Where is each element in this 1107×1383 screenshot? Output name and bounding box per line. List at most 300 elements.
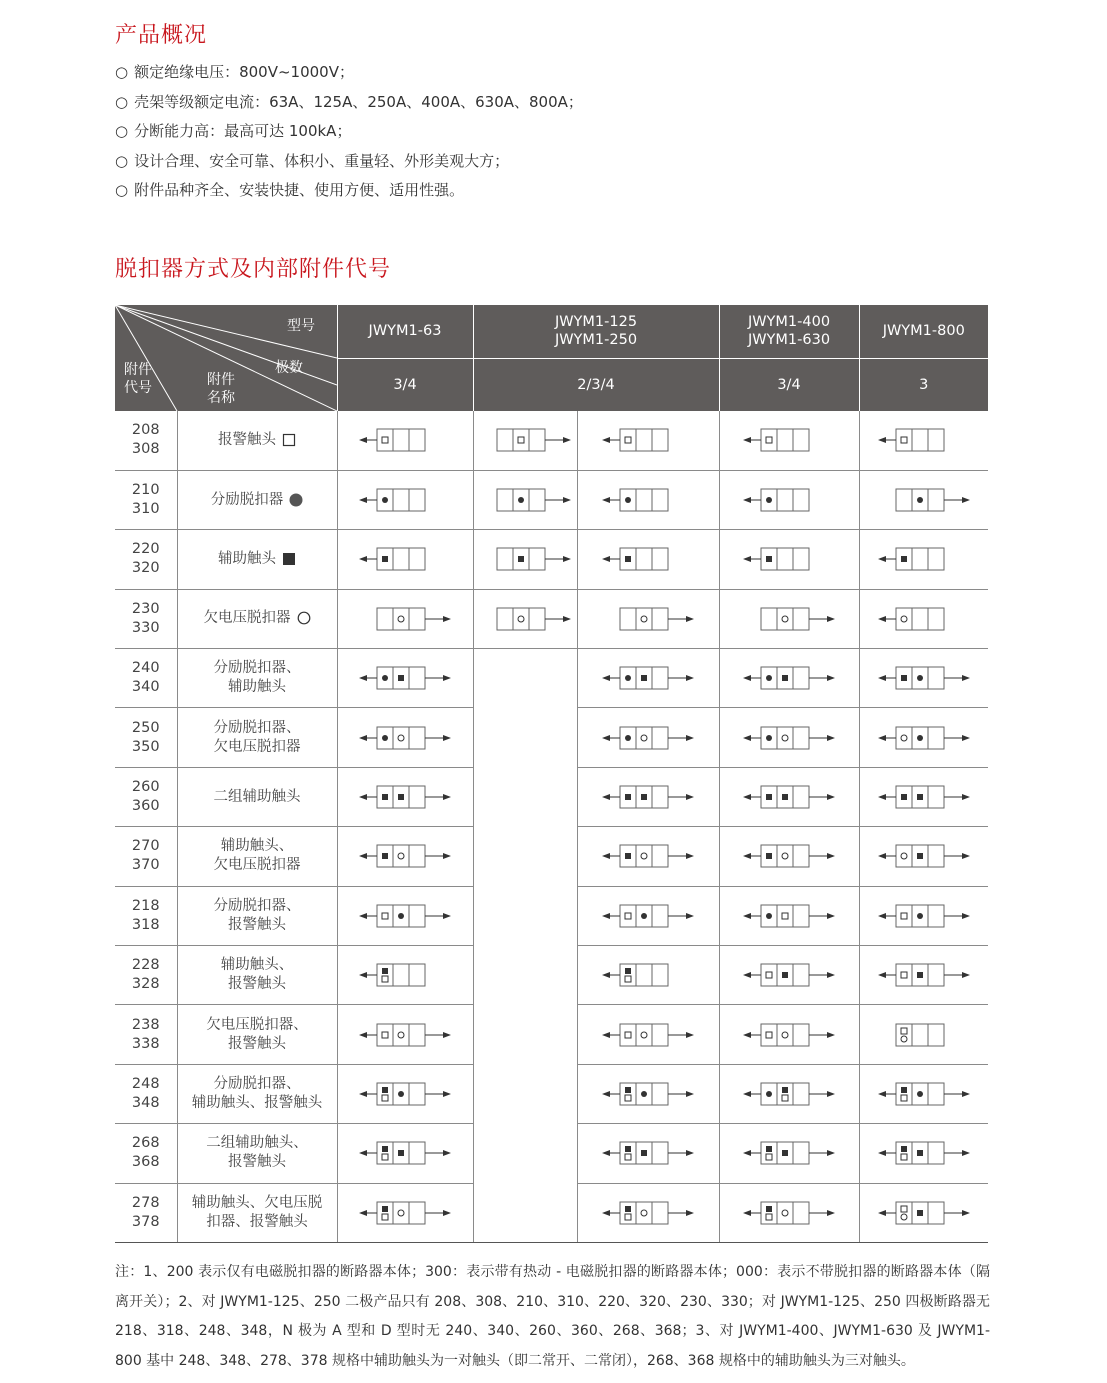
aux-contact-mark [382, 1206, 388, 1212]
pole-box [409, 964, 425, 986]
accessory-name: 欠电压脱扣器 [177, 589, 337, 648]
diagram-cell [577, 589, 719, 648]
corner-model-label: 型号 [287, 318, 315, 334]
arrow-left-icon [602, 853, 610, 859]
accessory-code: 250 350 [115, 708, 177, 767]
diagram-cell [859, 411, 988, 470]
arrow-left-icon [743, 794, 751, 800]
diagram-cell [719, 1064, 859, 1123]
accessory-diagram [741, 546, 837, 572]
alarm-contact-mark [518, 437, 524, 443]
accessory-name: 分励脱扣器、 辅助触头、报警触头 [177, 1064, 337, 1123]
undervoltage-release-mark [398, 616, 404, 622]
accessory-name: 分励脱扣器 [177, 470, 337, 529]
pole-box [928, 1142, 944, 1164]
arrow-right-icon [686, 1150, 694, 1156]
arrow-right-icon [443, 1150, 451, 1156]
arrow-right-icon [827, 1150, 835, 1156]
accessory-code-table [115, 305, 988, 1243]
pole-box [793, 1202, 809, 1224]
pole-box [393, 548, 409, 570]
pole-box [652, 1024, 668, 1046]
arrow-right-icon [686, 1091, 694, 1097]
arrow-right-icon [962, 735, 970, 741]
accessory-diagram [600, 725, 696, 751]
diagram-cell [859, 1124, 988, 1183]
undervoltage-release-mark [398, 1210, 404, 1216]
diagram-cell [859, 767, 988, 826]
undervoltage-release-mark [398, 1032, 404, 1038]
shunt-release-mark [917, 735, 923, 741]
alarm-contact-mark [625, 1032, 631, 1038]
pole-box [409, 429, 425, 451]
accessory-diagram [357, 903, 453, 929]
shunt-release-mark [917, 675, 923, 681]
diagram-cell [337, 1005, 473, 1064]
undervoltage-release-mark [641, 853, 647, 859]
pole-box [896, 1142, 912, 1164]
accessory-diagram [357, 1140, 453, 1166]
pole-box [393, 964, 409, 986]
diagram-cell [859, 1064, 988, 1123]
pole-box [409, 786, 425, 808]
arrow-left-icon [359, 1210, 367, 1216]
feature-item: ○ 附件品种齐全、安装快捷、使用方便、适用性强。 [115, 178, 583, 208]
accessory-diagram [876, 427, 972, 453]
aux-contact-mark [398, 675, 404, 681]
diagram-cell [719, 946, 859, 1005]
pole-box [409, 1024, 425, 1046]
arrow-left-icon [878, 794, 886, 800]
pole-box [409, 905, 425, 927]
pole-box [896, 1202, 912, 1224]
arrow-left-icon [359, 735, 367, 741]
diagram-cell [859, 649, 988, 708]
arrow-right-icon [962, 913, 970, 919]
diagram-cell [859, 589, 988, 648]
aux-contact-mark [382, 968, 388, 974]
pole-box [928, 1202, 944, 1224]
accessory-code: 248 348 [115, 1064, 177, 1123]
pole-box [793, 489, 809, 511]
aux-contact-mark [625, 853, 631, 859]
arrow-right-icon [827, 1091, 835, 1097]
shunt-release-mark [766, 913, 772, 919]
aux-contact-mark [625, 1206, 631, 1212]
arrow-right-icon [827, 972, 835, 978]
accessory-diagram [600, 546, 696, 572]
aux-contact-mark [917, 853, 923, 859]
diagram-cell [719, 767, 859, 826]
shunt-release-mark [382, 497, 388, 503]
aux-contact-mark [917, 972, 923, 978]
shunt-release-mark [625, 497, 631, 503]
accessory-code: 210 310 [115, 470, 177, 529]
arrow-right-icon [686, 616, 694, 622]
aux-contact-mark [917, 1150, 923, 1156]
alarm-contact-mark [901, 972, 907, 978]
diagram-cell [577, 1183, 719, 1242]
diagram-cell [577, 708, 719, 767]
pole-box [652, 786, 668, 808]
arrow-right-icon [962, 972, 970, 978]
aux-contact-mark [382, 556, 388, 562]
pole-box [652, 727, 668, 749]
aux-contact-mark [625, 556, 631, 562]
undervoltage-release-mark [641, 616, 647, 622]
table-row [115, 827, 988, 886]
table-row [115, 1064, 988, 1123]
pole-box [761, 608, 777, 630]
diagram-cell [577, 411, 719, 470]
diagram-cell [577, 470, 719, 529]
arrow-left-icon [743, 675, 751, 681]
arrow-right-icon [827, 735, 835, 741]
accessory-diagram [876, 546, 972, 572]
pole-box [793, 548, 809, 570]
accessory-diagram [741, 1022, 837, 1048]
alarm-contact-mark [625, 1214, 631, 1220]
pole-box [793, 667, 809, 689]
accessory-name: 欠电压脱扣器、 报警触头 [177, 1005, 337, 1064]
arrow-left-icon [359, 913, 367, 919]
diagram-cell [337, 411, 473, 470]
pole-box [912, 1024, 928, 1046]
undervoltage-release-mark [782, 735, 788, 741]
arrow-right-icon [686, 1032, 694, 1038]
accessory-name: 辅助触头 [177, 530, 337, 589]
aux-contact-mark [518, 556, 524, 562]
diagram-cell [337, 530, 473, 589]
arrow-left-icon [359, 675, 367, 681]
arrow-right-icon [563, 497, 571, 503]
table-row [115, 530, 988, 589]
pole-box [620, 964, 636, 986]
alarm-contact-mark [782, 1095, 788, 1101]
arrow-right-icon [443, 1210, 451, 1216]
alarm-contact-mark [766, 972, 772, 978]
accessory-diagram [357, 962, 453, 988]
pole-box [620, 1083, 636, 1105]
undervoltage-release-mark [782, 1032, 788, 1038]
pole-box [409, 1083, 425, 1105]
accessory-diagram [876, 725, 972, 751]
aux-contact-mark [917, 1210, 923, 1216]
alarm-contact-mark [901, 1028, 907, 1034]
model-header-63: JWYM1-63 [337, 305, 473, 358]
aux-contact-mark [766, 853, 772, 859]
shunt-release-mark [398, 913, 404, 919]
pole-box [928, 1024, 944, 1046]
accessory-diagram [477, 427, 573, 453]
undervoltage-release-mark [641, 1210, 647, 1216]
arrow-left-icon [602, 913, 610, 919]
pole-box [928, 608, 944, 630]
pole-box [377, 1202, 393, 1224]
accessory-diagram [477, 546, 573, 572]
arrow-left-icon [743, 1150, 751, 1156]
shunt-release-mark [382, 735, 388, 741]
accessory-diagram [741, 487, 837, 513]
arrow-left-icon [602, 556, 610, 562]
pole-box [497, 608, 513, 630]
accessory-diagram [741, 784, 837, 810]
arrow-left-icon [602, 972, 610, 978]
arrow-left-icon [602, 735, 610, 741]
pole-box [793, 608, 809, 630]
diagram-cell [719, 886, 859, 945]
accessory-name: 辅助触头、 报警触头 [177, 946, 337, 1005]
aux-contact-mark [625, 794, 631, 800]
accessory-diagram [876, 1200, 972, 1226]
arrow-right-icon [827, 1032, 835, 1038]
undervoltage-release-mark [901, 735, 907, 741]
arrow-left-icon [359, 1150, 367, 1156]
shunt-release-mark [641, 913, 647, 919]
diagram-cell [859, 470, 988, 529]
table-row [115, 411, 988, 470]
pole-box [409, 845, 425, 867]
accessory-diagram [357, 1081, 453, 1107]
pole-box [928, 727, 944, 749]
undervoltage-release-mark [641, 735, 647, 741]
arrow-left-icon [359, 794, 367, 800]
alarm-contact-mark [766, 1154, 772, 1160]
arrow-left-icon [602, 497, 610, 503]
pole-box [497, 548, 513, 570]
pole-box [928, 489, 944, 511]
accessory-name: 辅助触头、欠电压脱 扣器、报警触头 [177, 1183, 337, 1242]
shunt-release-mark [641, 1091, 647, 1097]
arrow-left-icon [602, 1032, 610, 1038]
accessory-diagram [357, 546, 453, 572]
diagram-cell [859, 886, 988, 945]
filled-circle-icon [289, 493, 303, 507]
arrow-left-icon [602, 675, 610, 681]
arrow-left-icon [359, 437, 367, 443]
arrow-left-icon [743, 437, 751, 443]
pole-box [393, 429, 409, 451]
poles-header-125-250: 2/3/4 [473, 358, 719, 411]
pole-box [928, 786, 944, 808]
accessory-diagram [357, 1200, 453, 1226]
pole-box [652, 667, 668, 689]
pole-box [393, 489, 409, 511]
undervoltage-release-mark [782, 853, 788, 859]
accessory-diagram [357, 784, 453, 810]
diagram-cell [719, 411, 859, 470]
pole-box [793, 1142, 809, 1164]
alarm-contact-mark [382, 1095, 388, 1101]
alarm-contact-mark [382, 976, 388, 982]
arrow-right-icon [443, 913, 451, 919]
shunt-release-mark [917, 913, 923, 919]
alarm-contact-mark [382, 913, 388, 919]
accessory-diagram [741, 427, 837, 453]
accessory-diagram [741, 1200, 837, 1226]
pole-box [652, 608, 668, 630]
arrow-right-icon [827, 794, 835, 800]
aux-contact-mark [398, 1150, 404, 1156]
arrow-right-icon [962, 1210, 970, 1216]
alarm-contact-mark [625, 437, 631, 443]
empty-cell [473, 1064, 577, 1123]
alarm-contact-mark [766, 1032, 772, 1038]
pole-box [377, 608, 393, 630]
accessory-code: 268 368 [115, 1124, 177, 1183]
arrow-right-icon [443, 616, 451, 622]
pole-box [620, 608, 636, 630]
pole-box [409, 727, 425, 749]
arrow-left-icon [359, 556, 367, 562]
pole-box [928, 1083, 944, 1105]
pole-box [896, 1083, 912, 1105]
pole-box [636, 429, 652, 451]
shunt-release-mark [917, 497, 923, 503]
alarm-contact-mark [625, 976, 631, 982]
pole-box [377, 1083, 393, 1105]
pole-box [636, 548, 652, 570]
arrow-left-icon [743, 497, 751, 503]
accessory-diagram [600, 1200, 696, 1226]
diagram-cell [719, 1124, 859, 1183]
alarm-contact-mark [901, 437, 907, 443]
aux-contact-mark [782, 675, 788, 681]
accessory-code: 218 318 [115, 886, 177, 945]
arrow-left-icon [878, 1210, 886, 1216]
accessory-code: 270 370 [115, 827, 177, 886]
pole-box [652, 964, 668, 986]
accessory-name: 二组辅助触头 [177, 767, 337, 826]
accessory-code: 240 340 [115, 649, 177, 708]
arrow-left-icon [743, 913, 751, 919]
aux-contact-mark [625, 1087, 631, 1093]
aux-contact-mark [901, 1087, 907, 1093]
pole-box [529, 608, 545, 630]
aux-contact-mark [382, 1146, 388, 1152]
empty-cell [473, 886, 577, 945]
arrow-left-icon [878, 616, 886, 622]
pole-box [912, 548, 928, 570]
accessory-code: 230 330 [115, 589, 177, 648]
arrow-right-icon [686, 1210, 694, 1216]
table-row [115, 1183, 988, 1242]
undervoltage-release-mark [641, 1032, 647, 1038]
diagram-cell [719, 589, 859, 648]
table-row [115, 589, 988, 648]
pole-box [409, 608, 425, 630]
table-row [115, 708, 988, 767]
model-header-125-250: JWYM1-125 JWYM1-250 [473, 305, 719, 358]
shunt-release-mark [625, 675, 631, 681]
accessory-name: 辅助触头、 欠电压脱扣器 [177, 827, 337, 886]
accessory-diagram [600, 487, 696, 513]
arrow-left-icon [743, 853, 751, 859]
arrow-right-icon [563, 437, 571, 443]
accessory-diagram [741, 962, 837, 988]
accessory-code: 238 338 [115, 1005, 177, 1064]
accessory-diagram [357, 487, 453, 513]
accessory-diagram [876, 1081, 972, 1107]
aux-contact-mark [782, 972, 788, 978]
arrow-left-icon [878, 972, 886, 978]
feature-item: ○ 分断能力高：最高可达 100kA； [115, 119, 583, 149]
alarm-contact-mark [901, 913, 907, 919]
diagram-cell [859, 1183, 988, 1242]
alarm-contact-mark [766, 1214, 772, 1220]
accessory-code: 260 360 [115, 767, 177, 826]
diagram-cell [719, 649, 859, 708]
diagram-cell [859, 708, 988, 767]
poles-header-400-630: 3/4 [719, 358, 859, 411]
alarm-contact-mark [782, 913, 788, 919]
arrow-right-icon [443, 794, 451, 800]
accessory-name: 分励脱扣器、 报警触头 [177, 886, 337, 945]
arrow-right-icon [563, 556, 571, 562]
open-square-icon [282, 433, 296, 447]
arrow-right-icon [563, 616, 571, 622]
corner-poles-label: 极数 [275, 360, 303, 376]
table-row [115, 1005, 988, 1064]
accessory-diagram [876, 962, 972, 988]
accessory-code: 228 328 [115, 946, 177, 1005]
pole-box [777, 1083, 793, 1105]
arrow-left-icon [743, 1091, 751, 1097]
aux-contact-mark [641, 1150, 647, 1156]
diagram-cell [719, 708, 859, 767]
section-title-overview: 产品概况 [115, 23, 208, 48]
pole-box [409, 1142, 425, 1164]
model-header-400-630: JWYM1-400 JWYM1-630 [719, 305, 859, 358]
arrow-left-icon [743, 972, 751, 978]
pole-box [529, 429, 545, 451]
accessory-diagram [357, 606, 453, 632]
table-row [115, 1124, 988, 1183]
diagram-cell [337, 1124, 473, 1183]
aux-contact-mark [766, 556, 772, 562]
accessory-diagram [876, 665, 972, 691]
aux-contact-mark [766, 794, 772, 800]
pole-box [652, 429, 668, 451]
aux-contact-mark [766, 1146, 772, 1152]
diagram-cell [577, 946, 719, 1005]
arrow-left-icon [602, 1210, 610, 1216]
undervoltage-release-mark [398, 735, 404, 741]
empty-cell [473, 767, 577, 826]
pole-box [652, 1083, 668, 1105]
pole-box [793, 786, 809, 808]
undervoltage-release-mark [398, 853, 404, 859]
undervoltage-release-mark [782, 1210, 788, 1216]
accessory-diagram [741, 606, 837, 632]
shunt-release-mark [518, 497, 524, 503]
arrow-right-icon [962, 1150, 970, 1156]
arrow-right-icon [827, 1210, 835, 1216]
pole-box [777, 429, 793, 451]
arrow-right-icon [686, 913, 694, 919]
table-row [115, 886, 988, 945]
table-row [115, 649, 988, 708]
undervoltage-release-mark [518, 616, 524, 622]
arrow-right-icon [686, 735, 694, 741]
diagram-cell [719, 470, 859, 529]
diagram-cell [577, 1005, 719, 1064]
empty-cell [473, 1005, 577, 1064]
diagram-cell [337, 886, 473, 945]
arrow-right-icon [443, 735, 451, 741]
pole-box [761, 1202, 777, 1224]
aux-contact-mark [917, 794, 923, 800]
